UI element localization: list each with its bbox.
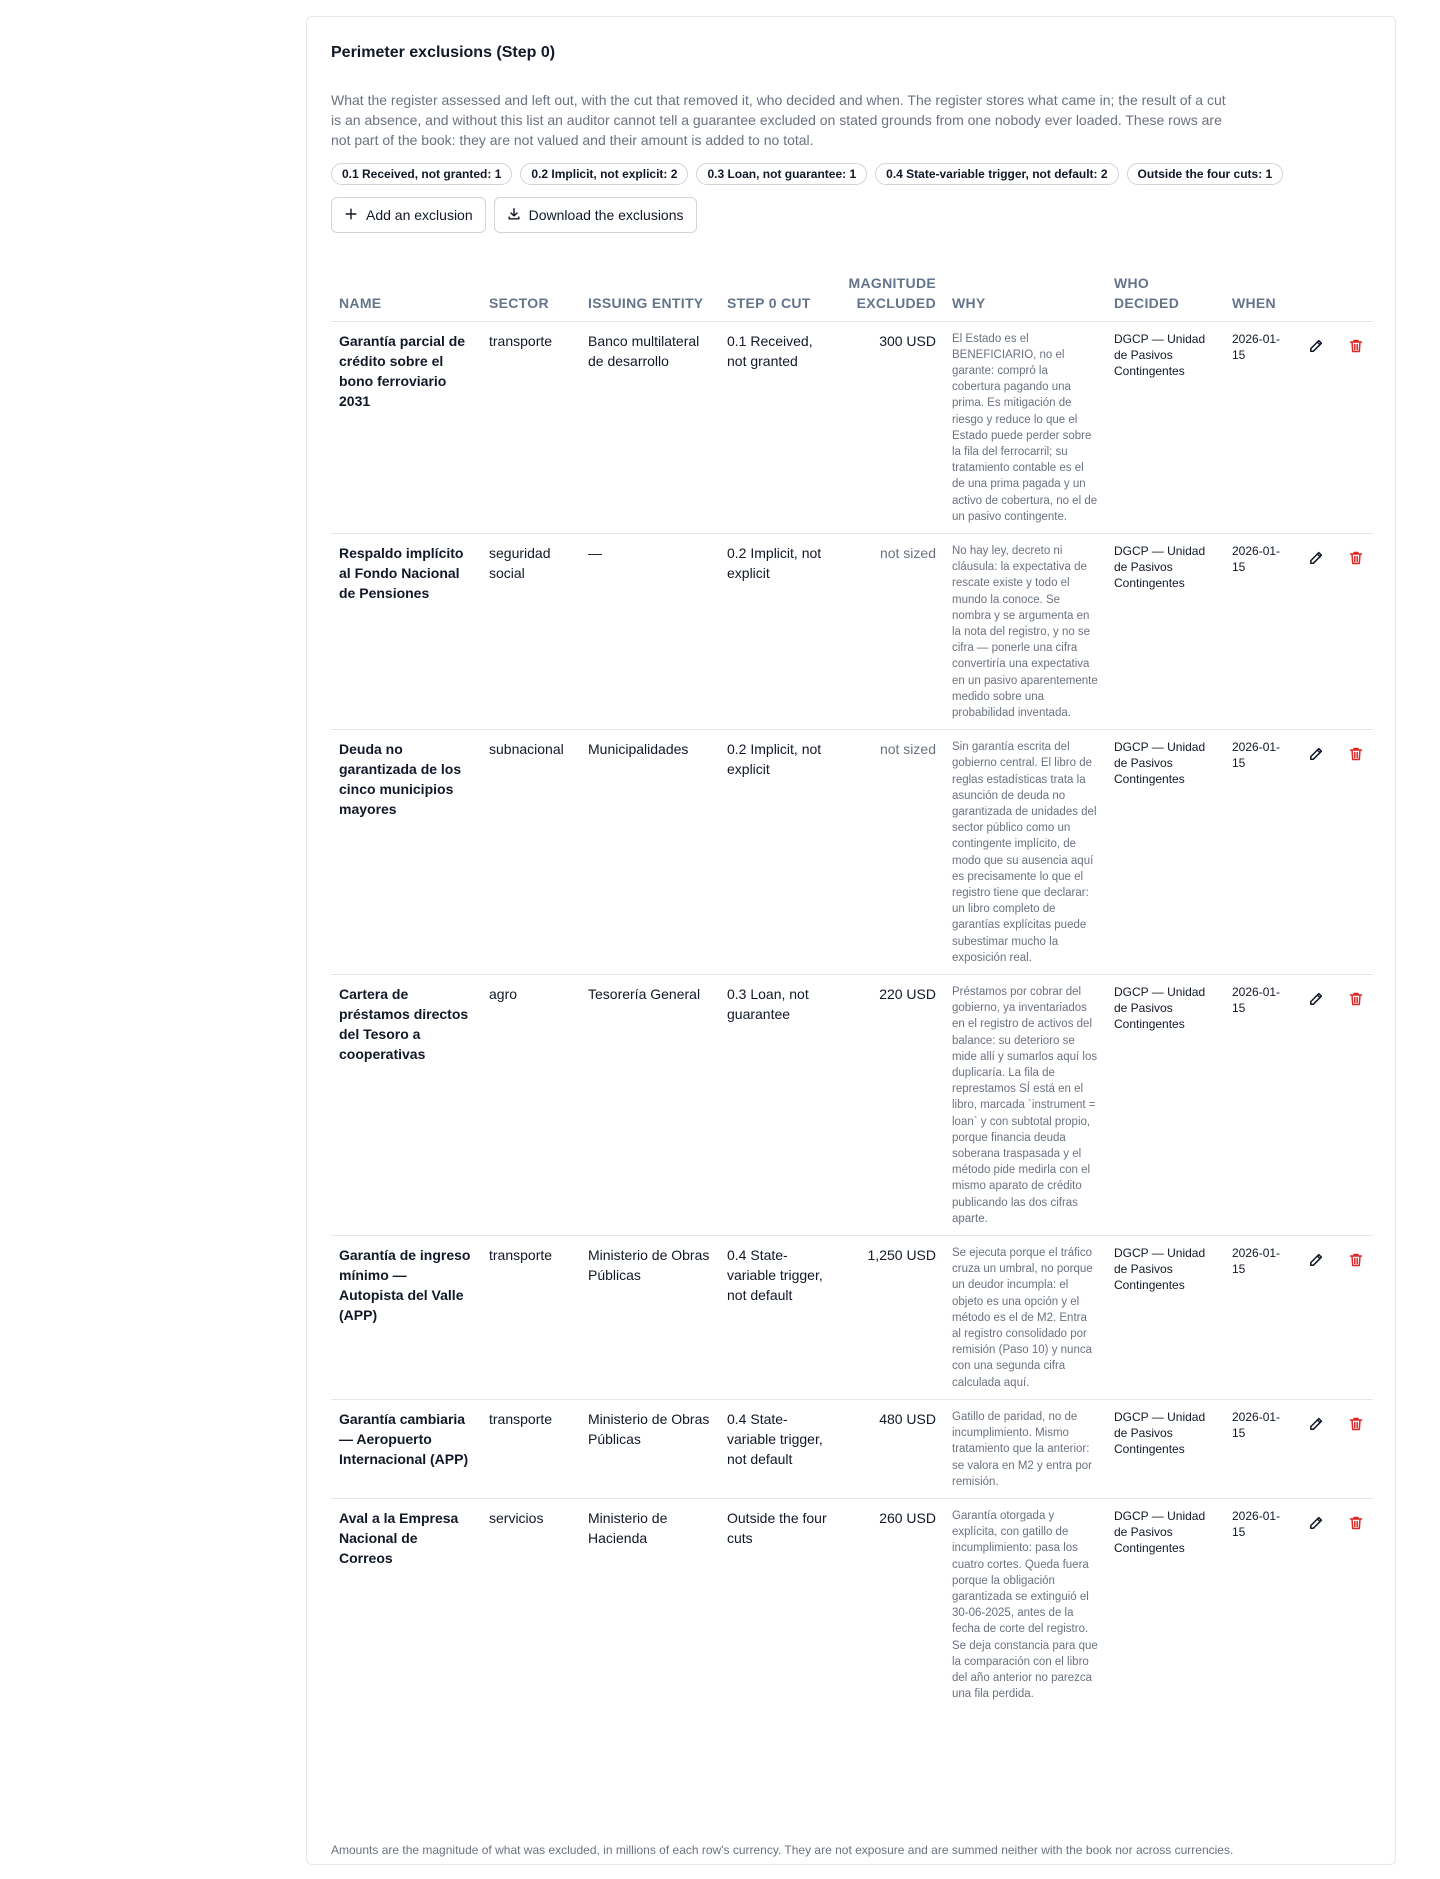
pencil-icon[interactable] bbox=[1307, 1251, 1325, 1269]
cell-row-actions bbox=[1297, 1236, 1373, 1400]
cell-issuing-entity: Tesorería General bbox=[580, 975, 719, 1236]
cell-row-actions bbox=[1297, 730, 1373, 975]
cell-sector: seguridad social bbox=[481, 533, 580, 729]
cell-why: Garantía otorgada y explícita, con gatillo de incumplimiento: pasa los cuatro cortes. Queda fuera porque la obligación garantizada se extinguió el 30-06-2025, antes de la fecha de corte del registro. Se deja constancia para que la comparación con el libro del año anterior no parezca una fila perdida. bbox=[952, 1509, 1098, 1701]
cell-magnitude: 1,250 USD bbox=[840, 1236, 944, 1400]
actions-bar bbox=[331, 197, 697, 233]
cell-who-decided: DGCP — Unidad de Pasivos Contingentes bbox=[1106, 533, 1224, 729]
cut-summary-chips bbox=[331, 163, 1283, 185]
table-row bbox=[331, 975, 1373, 1236]
cell-row-actions bbox=[1297, 1399, 1373, 1498]
cell-magnitude: not sized bbox=[840, 730, 944, 975]
table-row bbox=[331, 533, 1373, 729]
chip-cut-0-3: 0.3 Loan, not guarantee: 1 bbox=[696, 163, 867, 185]
cell-name: Respaldo implícito al Fondo Nacional de Pensiones bbox=[331, 533, 481, 729]
cell-when: 2026-01-15 bbox=[1224, 975, 1297, 1236]
cell-row-actions bbox=[1297, 533, 1373, 729]
cell-when: 2026-01-15 bbox=[1224, 1399, 1297, 1498]
exclusions-table bbox=[331, 261, 1373, 1710]
trash-icon[interactable] bbox=[1347, 990, 1365, 1008]
cell-step0-cut: 0.2 Implicit, not explicit bbox=[719, 533, 840, 729]
cell-why: Se ejecuta porque el tráfico cruza un umbral, no porque un deudor incumpla: el objeto es una opción y el método es el de M2. Entra al registro consolidado por remisión (Paso 10) y nunca con una segunda cifra calculada aquí. bbox=[944, 1236, 1106, 1400]
cell-sector: transporte bbox=[481, 1236, 580, 1400]
cell-step0-cut: 0.1 Received, not granted bbox=[719, 321, 840, 533]
cell-when: 2026-01-15 bbox=[1224, 321, 1297, 533]
cell-why: Préstamos por cobrar del gobierno, ya inventariados en el registro de activos del balance: su deterioro se mide allí y sumarlos aquí los duplicaría. La fila de represtamos SÍ está en el libro, marcada `instrument = loan` y con subtotal propio, porque financia deuda soberana traspasada y el método pide medirla con el mismo aparato de crédito publicando las dos cifras aparte. bbox=[944, 975, 1106, 1236]
cell-step0-cut: Outside the four cuts bbox=[727, 1509, 827, 1546]
header-step0-cut: STEP 0 CUT bbox=[719, 261, 840, 321]
cell-why: Sin garantía escrita del gobierno central. El libro de reglas estadísticas trata la asunción de deuda no garantizada de unidades del sector público como un contingente implícito, de modo que su ausencia aquí es precisamente lo que el registro tiene que declarar: un libro completo de garantías explícitas puede subestimar mucho la exposición real. bbox=[944, 730, 1106, 975]
cell-magnitude: 260 USD bbox=[879, 1509, 936, 1526]
header-why: WHY bbox=[944, 261, 1106, 321]
cell-issuing-entity: Banco multilateral de desarrollo bbox=[580, 321, 719, 533]
cell-sector: servicios bbox=[489, 1509, 544, 1526]
pencil-icon[interactable] bbox=[1307, 549, 1325, 567]
cell-name: Cartera de préstamos directos del Tesoro a cooperativas bbox=[331, 975, 481, 1236]
cell-step0-cut: 0.2 Implicit, not explicit bbox=[719, 730, 840, 975]
cell-issuing-entity: — bbox=[580, 533, 719, 729]
cell-who-decided: DGCP — Unidad de Pasivos Contingentes bbox=[1106, 321, 1224, 533]
chip-cut-0-2: 0.2 Implicit, not explicit: 2 bbox=[520, 163, 688, 185]
cell-name: Deuda no garantizada de los cinco municipios mayores bbox=[331, 730, 481, 975]
cell-name: Garantía parcial de crédito sobre el bono ferroviario 2031 bbox=[331, 321, 481, 533]
download-exclusions-button[interactable] bbox=[494, 197, 697, 233]
cell-when: 2026-01-15 bbox=[1224, 730, 1297, 975]
cell-when: 2026-01-15 bbox=[1224, 1236, 1297, 1400]
cell-sector: subnacional bbox=[481, 730, 580, 975]
perimeter-exclusions-card bbox=[306, 16, 1396, 1865]
cell-sector: transporte bbox=[481, 321, 580, 533]
chip-outside-cuts: Outside the four cuts: 1 bbox=[1127, 163, 1284, 185]
cell-magnitude: 220 USD bbox=[840, 975, 944, 1236]
table-header-row bbox=[331, 261, 1373, 321]
cell-row-actions bbox=[1297, 321, 1373, 533]
cell-why: El Estado es el BENEFICIARIO, no el garante: compró la cobertura pagando una prima. Es mitigación de riesgo y reduce lo que el Estado puede perder sobre la fila del ferrocarril; su tratamiento contable es el de una prima pagada y un activo de cobertura, no el de un pasivo contingente. bbox=[944, 321, 1106, 533]
header-name: NAME bbox=[331, 261, 481, 321]
cell-issuing-entity: Municipalidades bbox=[580, 730, 719, 975]
table-row bbox=[331, 730, 1373, 975]
header-magnitude: MAGNITUDE EXCLUDED bbox=[840, 261, 944, 321]
cell-sector: agro bbox=[481, 975, 580, 1236]
cell-who-decided: DGCP — Unidad de Pasivos Contingentes bbox=[1106, 1236, 1224, 1400]
add-exclusion-label: Add an exclusion bbox=[366, 207, 473, 223]
plus-icon bbox=[344, 207, 358, 224]
cell-issuing-entity: Ministerio de Obras Públicas bbox=[580, 1399, 719, 1498]
cell-magnitude: 300 USD bbox=[840, 321, 944, 533]
cell-why: Gatillo de paridad, no de incumplimiento. Mismo tratamiento que la anterior: se valora en M2 y entra por remisión. bbox=[944, 1399, 1106, 1498]
trash-icon[interactable] bbox=[1347, 1415, 1365, 1433]
cell-who-decided: DGCP — Unidad de Pasivos Contingentes bbox=[1106, 1399, 1224, 1498]
cell-issuing-entity: Ministerio de Obras Públicas bbox=[580, 1236, 719, 1400]
cell-issuing-entity: Ministerio de Hacienda bbox=[588, 1509, 668, 1546]
download-icon bbox=[507, 207, 521, 224]
cell-step0-cut: 0.4 State-variable trigger, not default bbox=[719, 1399, 840, 1498]
pencil-icon[interactable] bbox=[1307, 990, 1325, 1008]
header-issuing-entity: ISSUING ENTITY bbox=[580, 261, 719, 321]
chip-cut-0-1: 0.1 Received, not granted: 1 bbox=[331, 163, 512, 185]
cell-name: Garantía de ingreso mínimo — Autopista del Valle (APP) bbox=[331, 1236, 481, 1400]
cell-row-actions bbox=[1297, 975, 1373, 1236]
header-sector: SECTOR bbox=[481, 261, 580, 321]
cell-who-decided: DGCP — Unidad de Pasivos Contingentes bbox=[1114, 1508, 1206, 1555]
section-title: Perimeter exclusions (Step 0) bbox=[331, 44, 556, 61]
table-row bbox=[331, 321, 1373, 533]
chip-cut-0-4: 0.4 State-variable trigger, not default: 2 bbox=[875, 163, 1118, 185]
header-when: WHEN bbox=[1224, 261, 1297, 321]
header-who-decided: WHO DECIDED bbox=[1106, 261, 1224, 321]
pencil-icon[interactable] bbox=[1307, 1415, 1325, 1433]
header-actions bbox=[1297, 261, 1373, 321]
download-exclusions-label: Download the exclusions bbox=[528, 207, 684, 223]
cell-when: 2026-01-15 bbox=[1224, 533, 1297, 729]
cell-magnitude: not sized bbox=[840, 533, 944, 729]
cell-step0-cut: 0.4 State-variable trigger, not default bbox=[719, 1236, 840, 1400]
pencil-icon[interactable] bbox=[1307, 337, 1325, 355]
trash-icon[interactable] bbox=[1347, 745, 1365, 763]
cell-name: Garantía cambiaria — Aeropuerto Internacional (APP) bbox=[331, 1399, 481, 1498]
cell-sector: transporte bbox=[481, 1399, 580, 1498]
cell-who-decided: DGCP — Unidad de Pasivos Contingentes bbox=[1106, 975, 1224, 1236]
pencil-icon[interactable] bbox=[1307, 745, 1325, 763]
table-row bbox=[331, 1399, 1373, 1498]
trash-icon[interactable] bbox=[1347, 337, 1365, 355]
cell-step0-cut: 0.3 Loan, not guarantee bbox=[719, 975, 840, 1236]
trash-icon[interactable] bbox=[1347, 1514, 1365, 1532]
trash-icon[interactable] bbox=[1347, 1251, 1365, 1269]
table-row bbox=[331, 1236, 1373, 1400]
pencil-icon[interactable] bbox=[1307, 1514, 1325, 1532]
cell-who-decided: DGCP — Unidad de Pasivos Contingentes bbox=[1106, 730, 1224, 975]
exclusions-table-body bbox=[331, 321, 1373, 1710]
cell-magnitude: 480 USD bbox=[840, 1399, 944, 1498]
table-row bbox=[331, 1498, 1373, 1710]
cell-why: No hay ley, decreto ni cláusula: la expectativa de rescate existe y todo el mundo la conoce. Se nombra y se argumenta en la nota del registro, y no se cifra — ponerle una cifra convertiría una expectativa en un pasivo aparentemente medido sobre una probabilidad inventada. bbox=[944, 533, 1106, 729]
cell-row-actions bbox=[1297, 1498, 1373, 1710]
cell-when: 2026-01-15 bbox=[1232, 1508, 1281, 1539]
section-intro: What the register assessed and left out, with the cut that removed it, who decided and when. The register stores what came in; the result of a cut is an absence, and without this list an auditor cannot tell a guarantee excluded on stated grounds from one nobody ever loaded. These rows are not part of the book: they are not valued and their amount is added to no total. bbox=[331, 92, 1226, 148]
trash-icon[interactable] bbox=[1347, 549, 1365, 567]
footnote: Amounts are the magnitude of what was excluded, in millions of each row's currency. They are not exposure and are summed neither with the book nor across currencies. bbox=[331, 1843, 1234, 1857]
add-exclusion-button[interactable] bbox=[331, 197, 486, 233]
cell-name: Aval a la Empresa Nacional de Correos bbox=[339, 1509, 459, 1566]
